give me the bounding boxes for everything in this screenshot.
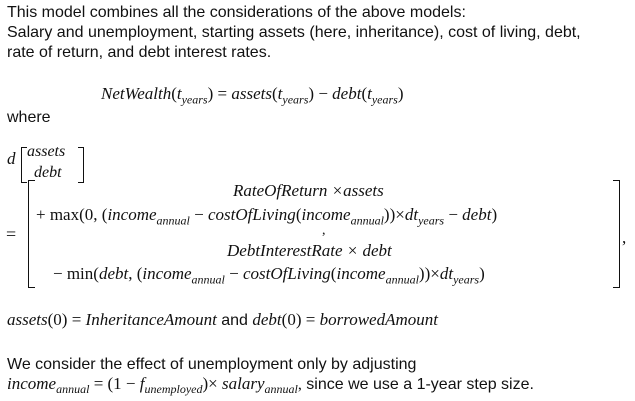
matrix-trailing-comma: , — [622, 228, 627, 247]
matrix-right-bracket — [613, 180, 620, 288]
intro-line-1: This model combines all the considerations of the above models: — [7, 4, 466, 21]
initial-conditions: assets(0) = InheritanceAmount and debt(0) = borrowedAmount — [7, 310, 438, 329]
matrix-left-bracket — [28, 180, 35, 288]
intro-line-2: Salary and unemployment, starting assets (here, inheritance), cost of living, debt, — [7, 24, 581, 41]
matrix-row-debt-interest: DebtInterestRate × debt — [227, 241, 392, 260]
matrix-row-max-term: + max(0, (income$_{annual}$ − $costOfLiving(income_{annual}))\times dt_{years}$ − debt) — [36, 205, 498, 228]
matrix-row-rate-of-return: RateOfReturn ×assets — [233, 181, 384, 200]
outro-line-2: income$_{annual}$ = $(1 - f_{unemployed})\times$ salary$_{annual}$, since we use a 1-year step size. — [7, 374, 534, 397]
matrix-row-min-term: − min(debt, (income$_{annual}$ − $costOfLiving(income_{annual}))\times dt_{years}$) — [53, 264, 485, 287]
equals-sign: = — [6, 224, 17, 244]
diff-right-bracket — [78, 147, 84, 183]
net-wealth-equation: $NetWealth(t_{years})$ = $assets(t_{years})$ − $debt(t_{years})$ — [101, 84, 404, 107]
debt-symbol: debt — [332, 84, 362, 103]
net-wealth-symbol: NetWealth — [101, 84, 172, 103]
diff-top: assets — [27, 143, 66, 160]
diff-bottom: debt — [34, 164, 62, 181]
differential-d: d — [7, 149, 16, 168]
assets-symbol: assets — [231, 84, 272, 103]
matrix-mid-comma: , — [322, 223, 326, 238]
intro-line-3: rate of return, and debt interest rates. — [7, 44, 272, 61]
where-label: where — [7, 109, 51, 126]
outro-line-1: We consider the effect of unemployment only by adjusting — [7, 356, 417, 373]
